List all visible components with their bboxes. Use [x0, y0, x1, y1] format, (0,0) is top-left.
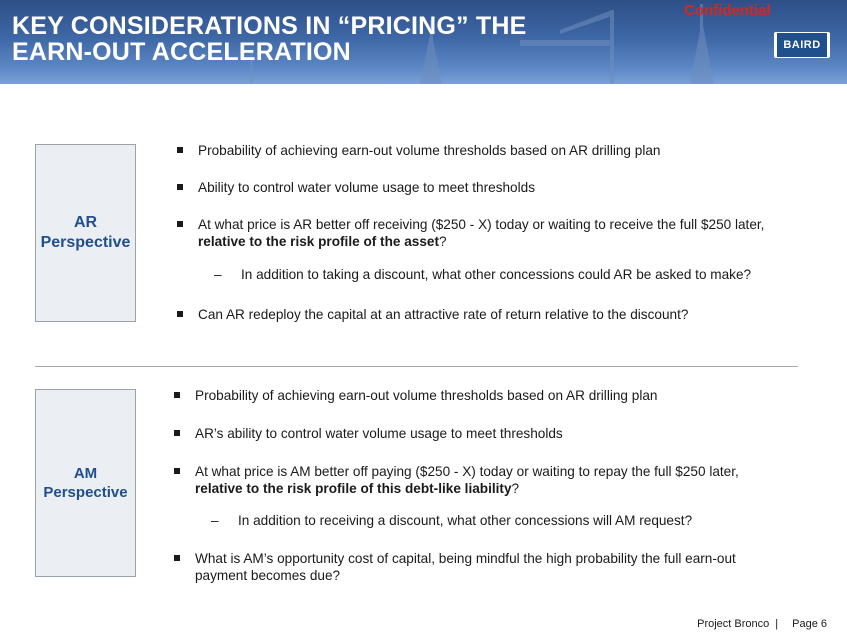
am-perspective-label: AM Perspective — [43, 465, 128, 501]
ar-perspective-label: AR Perspective — [40, 214, 131, 251]
list-item: Can AR redeploy the capital at an attractive rate of return relative to the discount? — [198, 306, 788, 323]
footer-separator: | — [775, 618, 779, 630]
square-bullet-icon — [177, 221, 183, 227]
list-item: At what price is AR better off receiving ($250 - X) today or waiting to receive the full $250 later, relative to the risk profile of the asset? — [198, 216, 788, 250]
ar-perspective-box — [35, 144, 136, 322]
sub-list-item: – In addition to receiving a discount, what other concessions will AM request? — [211, 513, 693, 528]
page-footer — [697, 618, 827, 630]
baird-logo — [774, 32, 830, 58]
list-item: What is AM’s opportunity cost of capital, being mindful the high probability the full earn-out payment becomes due? — [195, 550, 788, 584]
list-item: Ability to control water volume usage to meet thresholds — [198, 179, 788, 196]
list-item: Probability of achieving earn-out volume thresholds based on AR drilling plan — [195, 387, 788, 404]
square-bullet-icon — [177, 184, 183, 190]
page-number: Page 6 — [792, 618, 827, 630]
sub-list-item: – In addition to taking a discount, what other concessions could AR be asked to make? — [214, 267, 752, 282]
am-perspective-box — [35, 389, 136, 577]
confidential-label: Confidential — [684, 2, 771, 19]
list-item: Probability of achieving earn-out volume thresholds based on AR drilling plan — [198, 142, 788, 159]
square-bullet-icon — [174, 430, 180, 436]
square-bullet-icon — [177, 311, 183, 317]
list-item: At what price is AM better off paying ($250 - X) today or waiting to repay the full $250 later, relative to the risk profile of this debt-like liability? — [195, 463, 788, 497]
header-banner — [0, 0, 847, 84]
project-name: Project Bronco — [697, 618, 770, 630]
am-bullet-list — [195, 387, 788, 584]
baird-logo-text: BAIRD — [777, 33, 826, 57]
square-bullet-icon — [177, 147, 183, 153]
dash-bullet: – — [211, 513, 219, 528]
page-title: KEY CONSIDERATIONS IN “PRICING” THE EARN-OUT ACCELERATION — [12, 12, 527, 66]
square-bullet-icon — [174, 468, 180, 474]
section-divider — [35, 366, 798, 367]
square-bullet-icon — [174, 555, 180, 561]
square-bullet-icon — [174, 392, 180, 398]
ar-bullet-list — [198, 142, 788, 323]
dash-bullet: – — [214, 267, 222, 282]
list-item: AR’s ability to control water volume usage to meet thresholds — [195, 425, 788, 442]
